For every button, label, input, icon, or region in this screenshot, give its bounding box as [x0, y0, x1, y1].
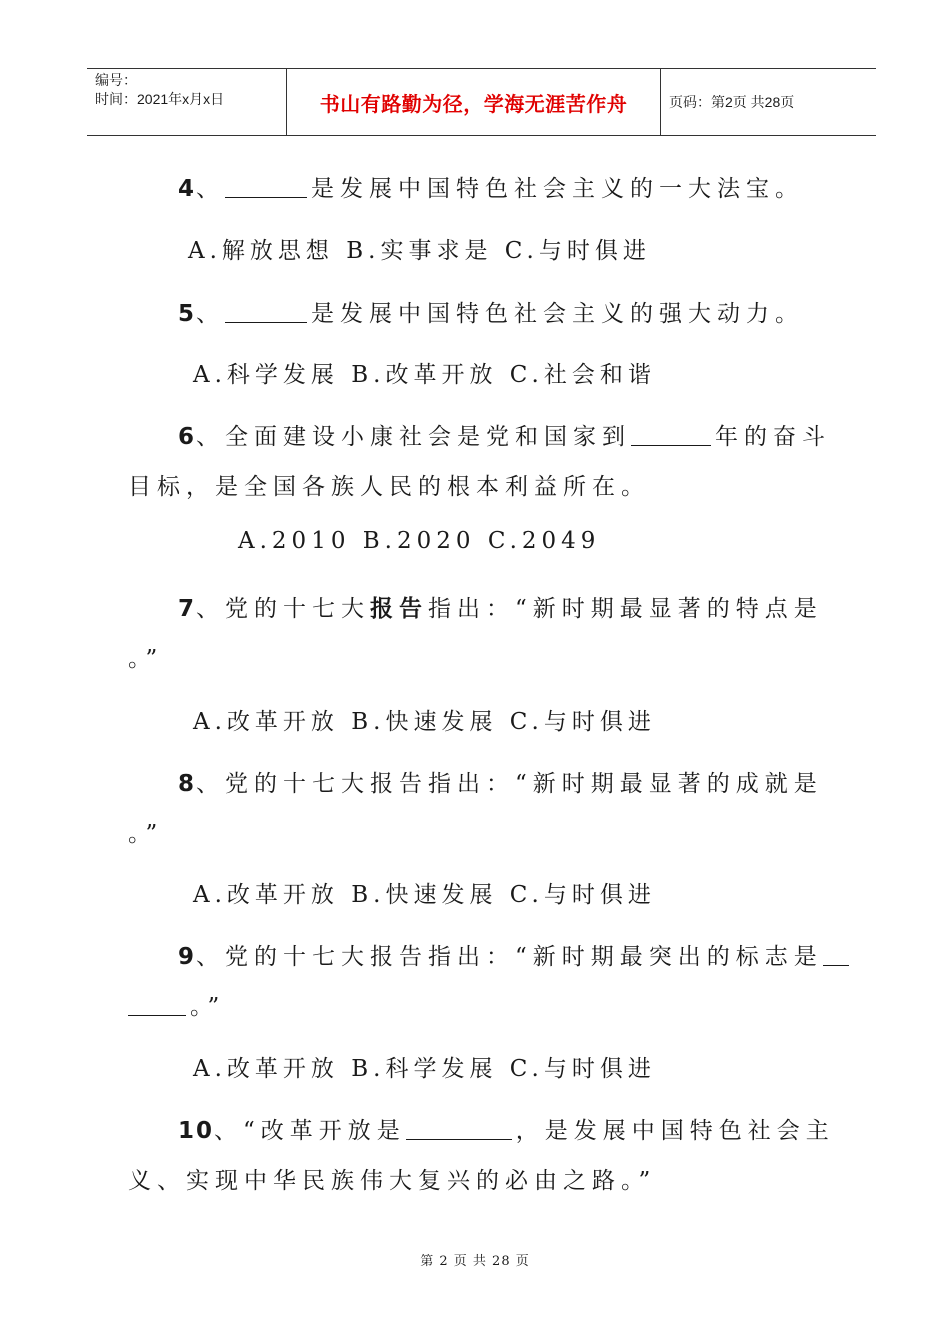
question-text: 、“改革开放是 — [214, 1118, 406, 1144]
question-separator: 、 — [196, 176, 226, 202]
question-number: 6 — [178, 424, 197, 450]
question-number: 8 — [178, 771, 197, 797]
question-text: 、党的十七大报告指出：“新时期最突出的标志是 — [196, 944, 823, 970]
question-number: 9 — [178, 944, 197, 970]
question-9-options: A.改革开放 B.科学发展 C.与时俱进 — [193, 1056, 656, 1082]
question-7-continuation: 。” — [128, 646, 164, 672]
question-8-options: A.改革开放 B.快速发展 C.与时俱进 — [193, 882, 656, 908]
question-7-options: A.改革开放 B.快速发展 C.与时俱进 — [193, 709, 656, 735]
answer-blank — [128, 993, 186, 1016]
question-6 — [178, 418, 831, 451]
question-text-bold: 报告 — [370, 595, 429, 622]
question-number: 7 — [178, 596, 197, 622]
question-5 — [178, 295, 804, 328]
header-meta — [87, 69, 287, 135]
header-page-cell — [661, 69, 876, 135]
question-text: 是发展中国特色社会主义的一大法宝。 — [311, 176, 805, 202]
question-number: 4 — [178, 176, 197, 202]
answer-blank — [823, 943, 849, 966]
time-label: 时间：2021年x月x日 — [95, 91, 225, 107]
question-text: 、全面建设小康社会是党和国家到 — [196, 424, 632, 450]
motto-text: 书山有路勤为径，学海无涯苦作舟 — [319, 91, 628, 116]
question-text: 是发展中国特色社会主义的强大动力。 — [311, 301, 805, 327]
question-9 — [178, 938, 853, 971]
question-text-rest: 指出：“新时期最显著的特点是 — [428, 596, 823, 622]
question-number: 10 — [178, 1118, 215, 1144]
question-text: 、党的十七大报告指出：“新时期最显著的成就是 — [196, 771, 823, 797]
answer-blank — [631, 423, 711, 446]
header-motto-cell — [287, 69, 661, 135]
question-text-tail: 。” — [190, 994, 226, 1020]
question-10 — [178, 1112, 835, 1145]
page-label: 页码：第2页 共28页 — [669, 94, 795, 110]
question-4 — [178, 170, 804, 203]
answer-blank — [225, 300, 307, 323]
question-6-continuation: 目标，是全国各族人民的根本利益所在。 — [128, 474, 650, 500]
question-8 — [178, 765, 823, 798]
answer-blank — [406, 1117, 512, 1140]
question-text-tail: 年的奋斗 — [715, 424, 832, 450]
question-separator: 、 — [196, 301, 226, 327]
question-10-continuation: 义、实现中华民族伟大复兴的必由之路。” — [128, 1168, 657, 1194]
number-label: 编号： — [95, 72, 137, 88]
question-6-options: A.2010 B.2020 C.2049 — [238, 528, 601, 554]
question-9-continuation — [128, 988, 225, 1021]
question-7 — [178, 590, 823, 623]
page-footer: 第 2 页 共 28 页 — [420, 1254, 530, 1269]
page-header — [87, 68, 876, 136]
question-text: 、党的十七大 — [196, 596, 371, 622]
question-4-options: A.解放思想 B.实事求是 C.与时俱进 — [188, 238, 651, 264]
question-text-tail: ，是发展中国特色社会主 — [515, 1118, 835, 1144]
question-8-continuation: 。” — [128, 821, 164, 847]
answer-blank — [225, 175, 307, 198]
question-5-options: A.科学发展 B.改革开放 C.社会和谐 — [193, 362, 656, 388]
question-number: 5 — [178, 301, 197, 327]
